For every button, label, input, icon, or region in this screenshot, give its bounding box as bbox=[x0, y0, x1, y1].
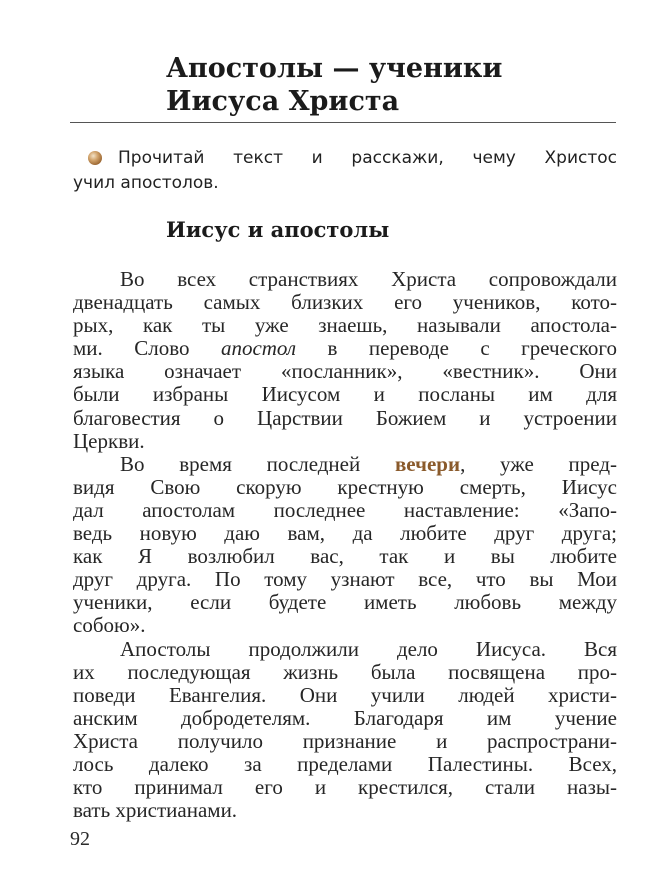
task-instruction bbox=[73, 146, 617, 196]
paragraph-2-line: собою». bbox=[73, 614, 146, 638]
paragraph-1-line: благовестия о Царствии Божием и устроении bbox=[73, 406, 617, 430]
page-title bbox=[166, 52, 626, 118]
page-title-line-2: Иисуса Христа bbox=[166, 86, 400, 117]
paragraph-3-line: Христа получило признание и распространи- bbox=[73, 729, 617, 753]
paragraph-3-line: лось далеко за пределами Палестины. Всех, bbox=[73, 752, 617, 776]
paragraph-3-line: кто принимал его и крестился, стали назы- bbox=[73, 776, 617, 800]
paragraph-2-line: видя Свою скорую крестную смерть, Иисус bbox=[73, 475, 617, 499]
term-vecheri: вечери bbox=[394, 452, 461, 476]
paragraph-3-line: Апостолы продолжили дело Иисуса. Вся bbox=[120, 637, 617, 661]
text-segment: ми. Слово bbox=[73, 337, 190, 361]
paragraph-1-line: были избраны Иисусом и посланы им для bbox=[73, 383, 617, 407]
task-line-2: учил апостолов. bbox=[73, 173, 219, 193]
text-segment: в переводе с греческого bbox=[327, 337, 617, 361]
paragraph-1-line bbox=[73, 337, 617, 360]
paragraph-2-line: ученики, если будете иметь любовь между bbox=[73, 591, 617, 615]
paragraph-1-line: языка означает «посланник», «вестник». Они bbox=[73, 360, 617, 384]
term-apostol: апостол bbox=[220, 337, 297, 361]
paragraph-2-line: ведь новую даю вам, да любите друг друга; bbox=[73, 522, 617, 546]
main-text bbox=[73, 268, 617, 822]
paragraph-2-line: друг друга. По тому узнают все, что вы Мои bbox=[73, 568, 617, 592]
page-number: 92 bbox=[70, 828, 90, 850]
paragraph-1-line: Церкви. bbox=[73, 429, 145, 453]
text-segment: , уже пред- bbox=[460, 452, 617, 476]
paragraph-2-line bbox=[73, 453, 617, 476]
title-divider bbox=[70, 122, 616, 123]
paragraph-1-line: двенадцать самых близких его учеников, кото- bbox=[73, 291, 617, 315]
paragraph-3-line: их последующая жизнь была посвящена про- bbox=[73, 660, 617, 684]
paragraph-1-line: рых, как ты уже знаешь, называли апостола- bbox=[73, 314, 617, 338]
task-line-1: Прочитай текст и расскажи, чему Христос bbox=[118, 148, 617, 168]
text-segment: Во время последней bbox=[120, 452, 361, 476]
paragraph-3-line: вать христианами. bbox=[73, 799, 238, 823]
paragraph-3-line: поведи Евангелия. Они учили людей христи- bbox=[73, 683, 617, 707]
paragraph-2-line: дал апостолам последнее наставление: «Запо- bbox=[73, 498, 617, 522]
page-title-line-1: Апостолы — ученики bbox=[166, 53, 503, 84]
section-subtitle: Иисус и апостолы bbox=[166, 217, 390, 242]
paragraph-1-line: Во всех странствиях Христа сопровождали bbox=[120, 268, 617, 291]
paragraph-3-line: анским добродетелям. Благодаря им учение bbox=[73, 706, 617, 730]
paragraph-2-line: как Я возлюбил вас, так и вы любите bbox=[73, 545, 617, 569]
